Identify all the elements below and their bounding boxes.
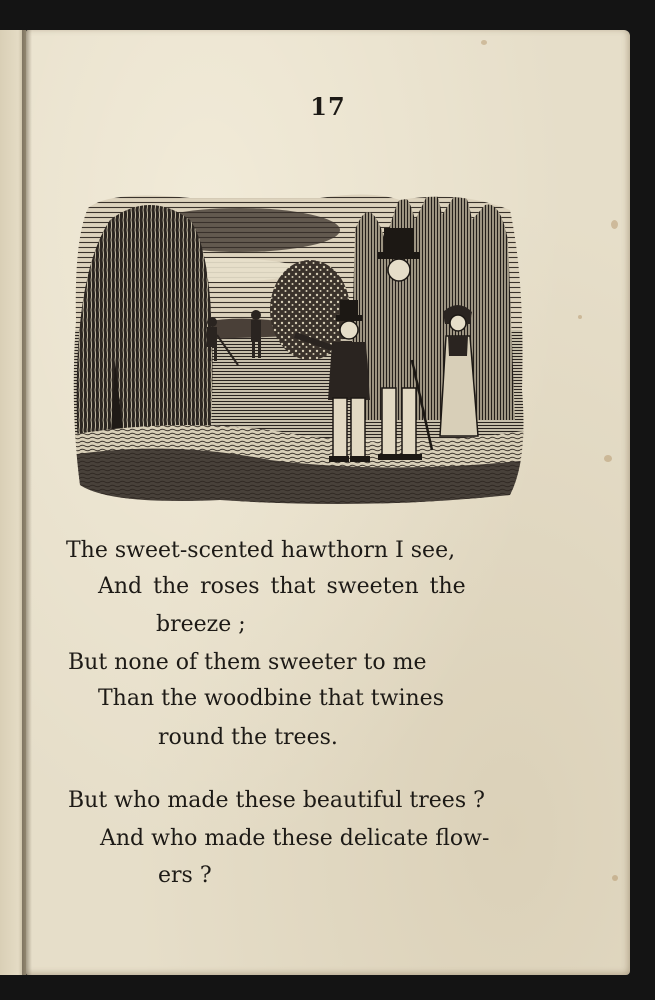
- page-number: 17: [310, 92, 346, 121]
- book-page: [26, 30, 630, 975]
- poem-line: breeze ;: [156, 612, 246, 637]
- poem-line: And the roses that sweeten the: [98, 574, 466, 599]
- poem-line: ers ?: [158, 863, 212, 888]
- poem-line: The sweet-scented hawthorn I see,: [66, 538, 456, 563]
- poem-line: round the trees.: [158, 725, 338, 750]
- poem: [26, 30, 630, 975]
- poem-line: And who made these delicate flow-: [100, 826, 490, 851]
- poem-line: But who made these beautiful trees ?: [68, 788, 485, 813]
- gutter-shadow: [22, 30, 32, 975]
- poem-line: But none of them sweeter to me: [68, 650, 427, 675]
- poem-line: Than the woodbine that twines: [98, 686, 444, 711]
